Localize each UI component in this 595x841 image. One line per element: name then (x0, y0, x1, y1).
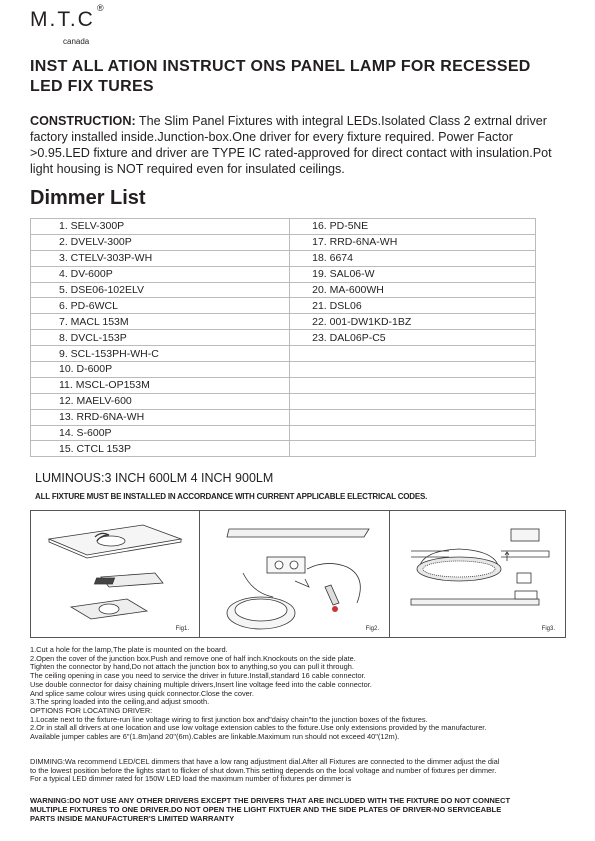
dimmer-cell-right: 16. PD-5NE (290, 219, 536, 235)
dimmer-cell-right (290, 377, 536, 393)
dimmer-cell-right (290, 362, 536, 378)
title-line-2: LED FIX TURES (30, 78, 154, 95)
dimmer-cell-left: 1. SELV-300P (31, 219, 290, 235)
step-line: 2.Or in stall all drivers at one location and use low voltage extension cables to the fixture.Use only extensions provided by the manufacturer. (30, 723, 487, 733)
dimmer-row (31, 314, 536, 330)
dimmer-row (31, 409, 536, 425)
brand-logo: M.T.C (30, 8, 95, 31)
dimmer-cell-right (290, 409, 536, 425)
dimmer-cell-right: 17. RRD-6NA-WH (290, 234, 536, 250)
dimmer-cell-left: 6. PD-6WCL (31, 298, 290, 314)
dimming-notes (30, 758, 570, 784)
dimmer-cell-right (290, 346, 536, 362)
figure-1 (31, 511, 200, 637)
step-line: Available jumper cables are 6"(1.8m)and 20"(6m).Cables are linkable.Maximum run should not exceed 40"(12m). (30, 732, 400, 742)
dimmer-row (31, 346, 536, 362)
dimmer-cell-right: 18. 6674 (290, 250, 536, 266)
step-line: The ceiling opening in case you need to service the driver in future.Install,standard 16 cable connector. (30, 671, 366, 681)
step-line: 1.Cut a hole for the lamp,The plate is mounted on the board. (30, 645, 228, 654)
dimmer-cell-left: 5. DSE06-102ELV (31, 282, 290, 298)
figure-2 (199, 511, 390, 637)
installation-figures (30, 510, 566, 638)
warning-notice (30, 796, 570, 823)
brand-subtitle: canada (63, 37, 90, 46)
title-line-1: INST ALL ATION INSTRUCT ONS PANEL LAMP FOR RECESSED (30, 58, 531, 75)
figure-3 (389, 511, 565, 637)
dimmer-cell-left: 14. S-600P (31, 425, 290, 441)
dimmer-cell-left: 8. DVCL-153P (31, 330, 290, 346)
warning-line: WARNING:DO NOT USE ANY OTHER DRIVERS EXCEPT THE DRIVERS THAT ARE INCLUDED WITH THE FIXTURE DO NOT CONNECT (30, 796, 511, 805)
dimming-line: DIMMING:Wa recommend LED/CEL dimmers that have a low rang adjustment dial.After all Fixtures are connected to the dimmer adjust the dial (30, 757, 500, 766)
dimming-line: For a typical LED dimmer rated for 150W LED load the maximum number of fixtures per dimmer is (30, 774, 352, 784)
warning-line: PARTS INSIDE MANUFACTURER'S LIMITED WARRANTY (30, 814, 235, 823)
dimmer-cell-right: 22. 001-DW1KD-1BZ (290, 314, 536, 330)
construction-text: The Slim Panel Fixtures with integral LEDs.Isolated Class 2 extrnal driver factory installed inside.Junction-box.One driver for every fixture required. Power Factor >0.95.LED fixture and driver are TYPE IC rated-approved for direct contact with insulation.Pot light housing is NOT required even for insulated ceilings. (30, 114, 552, 176)
installation-steps (30, 646, 570, 742)
dimmer-cell-right: 19. SAL06-W (290, 266, 536, 282)
document-title (30, 57, 570, 97)
dimming-line: to the lowest position before the lights start to flicker of shut down.This setting depends on the local voltage and number of fixtures per dimmer. (30, 765, 497, 775)
dimmer-cell-left: 4. DV-600P (31, 266, 290, 282)
figure-2-label: Fig2. (365, 626, 379, 632)
dimmer-cell-left: 15. CTCL 153P (31, 441, 290, 457)
junction-box-wiring-illustration (199, 511, 388, 637)
dimmer-row (31, 298, 536, 314)
step-line: 2.Open the cover of the junction box.Push and remove one of half inch.Knockouts on the side plate. (30, 653, 356, 663)
dimmer-cell-left: 10. D-600P (31, 362, 290, 378)
ceiling-cutout-illustration (31, 511, 198, 637)
dimmer-cell-left: 12. MAELV-600 (31, 393, 290, 409)
dimmer-cell-left: 11. MSCL-OP153M (31, 377, 290, 393)
dimmer-row (31, 441, 536, 457)
dimmer-cell-left: 7. MACL 153M (31, 314, 290, 330)
construction-paragraph (30, 113, 575, 177)
dimmer-row (31, 250, 536, 266)
dimmer-cell-right (290, 393, 536, 409)
step-line: And splice same colour wires using quick connector.Close the cover. (30, 688, 254, 698)
step-line: Use double connector for daisy chaining multiple drivers,Insert line voltage feed into the cable connector. (30, 679, 372, 689)
codes-notice: ALL FIXTURE MUST BE INSTALLED IN ACCORDANCE WITH CURRENT APPLICABLE ELECTRICAL CODES. (35, 492, 428, 501)
dimmer-cell-right (290, 425, 536, 441)
construction-label: CONSTRUCTION: (30, 114, 136, 128)
dimmer-list-title: Dimmer List (30, 187, 146, 209)
step-line: 3.The spring loaded into the ceiling,and adjust smooth. (30, 697, 210, 707)
registered-mark: ® (97, 3, 104, 13)
dimmer-row (31, 282, 536, 298)
warning-line: MULTIPLE FIXTURES TO ONE DRIVER.DO NOT OPEN THE LIGHT FIXTUER AND THE SIDE PLATES OF DRIVER-NO SERVICEABLE (30, 805, 502, 814)
dimmer-cell-right (290, 441, 536, 457)
dimmer-row (31, 219, 536, 235)
dimmer-cell-right: 20. MA-600WH (290, 282, 536, 298)
spring-installation-illustration (389, 511, 564, 637)
dimmer-cell-right: 21. DSL06 (290, 298, 536, 314)
dimmer-row (31, 266, 536, 282)
dimmer-table (30, 218, 536, 457)
dimmer-cell-left: 13. RRD-6NA-WH (31, 409, 290, 425)
dimmer-cell-right: 23. DAL06P-C5 (290, 330, 536, 346)
step-line: 1.Locate next to the fixture-run line voltage wiring to first junction box and"daisy chain"to the junction boxes of the fixtures. (30, 714, 428, 724)
figure-3-label: Fig3. (541, 626, 555, 632)
dimmer-cell-left: 2. DVELV-300P (31, 234, 290, 250)
dimmer-row (31, 362, 536, 378)
figure-1-label: Fig1. (175, 626, 189, 632)
dimmer-row (31, 234, 536, 250)
dimmer-cell-left: 9. SCL-153PH-WH-C (31, 346, 290, 362)
dimmer-row (31, 393, 536, 409)
step-line: OPTIONS FOR LOCATING DRIVER: (30, 705, 153, 715)
dimmer-cell-left: 3. CTELV-303P-WH (31, 250, 290, 266)
luminous-spec: LUMINOUS:3 INCH 600LM 4 INCH 900LM (35, 471, 274, 485)
dimmer-row (31, 377, 536, 393)
step-line: Tighten the connector by hand,Do not attach the junction box to anything,so you can pull it through. (30, 662, 354, 672)
dimmer-row (31, 425, 536, 441)
dimmer-row (31, 330, 536, 346)
